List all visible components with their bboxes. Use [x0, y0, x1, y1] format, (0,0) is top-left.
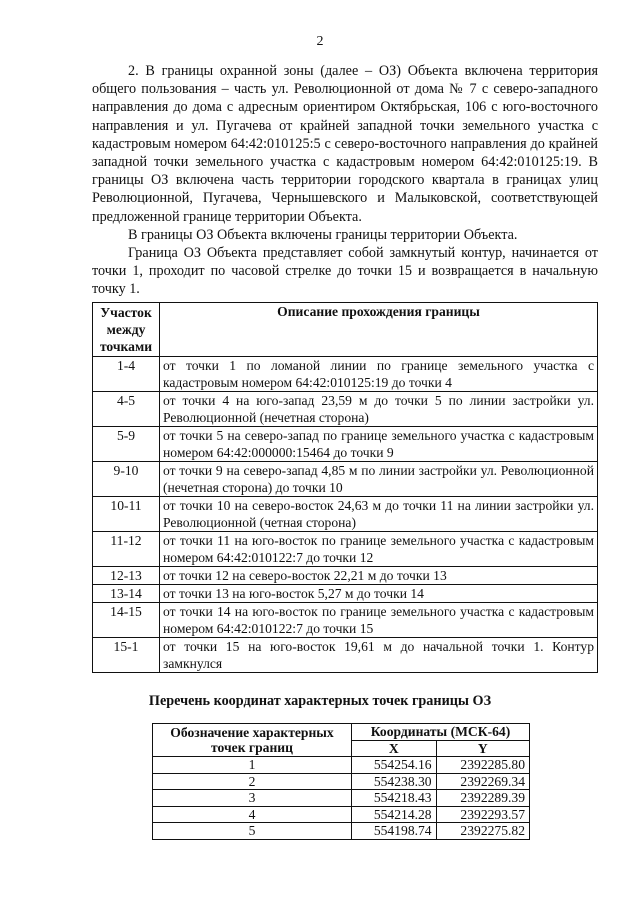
description-cell: от точки 1 по ломаной линии по границе земельного участка с кадастровым номером 64:42:010125:19 до точки 4 [160, 357, 598, 392]
table-header-row [153, 724, 530, 741]
table-row [153, 806, 530, 823]
point-cell: 4 [153, 806, 352, 823]
point-cell: 1 [153, 757, 352, 774]
coordinates-table [152, 723, 530, 840]
table-row [153, 823, 530, 840]
table-row [93, 392, 598, 427]
table-row [93, 497, 598, 532]
y-cell: 2392275.82 [436, 823, 529, 840]
x-cell: 554254.16 [352, 757, 437, 774]
description-cell: от точки 4 на юго-запад 23,59 м до точки 5 по линии застройки ул. Революционной (нечетная сторона) [160, 392, 598, 427]
table-row [93, 567, 598, 585]
description-cell: от точки 10 на северо-восток 24,63 м до точки 11 на линии застройки ул. Революционной (четная сторона) [160, 497, 598, 532]
table-row [153, 757, 530, 774]
table-header-row [93, 303, 598, 357]
y-cell: 2392289.39 [436, 790, 529, 807]
column-header-coordinates: Координаты (МСК-64) [352, 724, 530, 741]
segment-cell: 13-14 [93, 585, 160, 603]
table-row [93, 638, 598, 673]
table-row [93, 357, 598, 392]
y-cell: 2392285.80 [436, 757, 529, 774]
column-header-y: Y [436, 740, 529, 757]
y-cell: 2392269.34 [436, 773, 529, 790]
segment-cell: 1-4 [93, 357, 160, 392]
x-cell: 554218.43 [352, 790, 437, 807]
description-cell: от точки 14 на юго-восток по границе земельного участка с кадастровым номером 64:42:010122:7 до точки 15 [160, 603, 598, 638]
y-cell: 2392293.57 [436, 806, 529, 823]
paragraph-1: 2. В границы охранной зоны (далее – ОЗ) Объекта включена территория общего пользования – часть ул. Революционной от дома № 7 с северо-западного направления до дома с адресным ориентиром Октябрьская, 106 с юго-восточного направления и ул. Пугачева от крайней западной точки земельного участка с кадастровым номером 64:42:010125:5 с северо-восточного направления до крайней западной точки земельного участка с кадастровым номером 64:42:010125:19. В границы ОЗ включена часть территории городского квартала в границах улиц Революционной, Пугачева, Чернышевского и Малыковской, соответствующей предложенной границе территории Объекта. [92, 63, 598, 225]
table-row [93, 427, 598, 462]
x-cell: 554198.74 [352, 823, 437, 840]
segment-cell: 12-13 [93, 567, 160, 585]
description-cell: от точки 12 на северо-восток 22,21 м до точки 13 [160, 567, 598, 585]
point-cell: 3 [153, 790, 352, 807]
body-text [92, 62, 598, 299]
paragraph-3: Граница ОЗ Объекта представляет собой замкнутый контур, начинается от точки 1, проходит по часовой стрелке до точки 15 и возвращается в начальную точку 1. [92, 245, 598, 298]
segment-cell: 15-1 [93, 638, 160, 673]
table-row [93, 462, 598, 497]
description-cell: от точки 9 на северо-запад 4,85 м по линии застройки ул. Революционной (нечетная сторона) до точки 10 [160, 462, 598, 497]
segment-cell: 9-10 [93, 462, 160, 497]
page-number: 2 [316, 34, 324, 49]
segment-cell: 14-15 [93, 603, 160, 638]
segment-cell: 5-9 [93, 427, 160, 462]
boundary-description-table [92, 302, 598, 673]
column-header-segment: Участок между точками [93, 303, 160, 357]
table-row [93, 585, 598, 603]
point-cell: 2 [153, 773, 352, 790]
coordinates-title: Перечень координат характерных точек границы ОЗ [148, 693, 492, 709]
description-cell: от точки 13 на юго-восток 5,27 м до точки 14 [160, 585, 598, 603]
table-row [153, 773, 530, 790]
x-cell: 554238.30 [352, 773, 437, 790]
description-cell: от точки 11 на юго-восток по границе земельного участка с кадастровым номером 64:42:010122:7 до точки 12 [160, 532, 598, 567]
x-cell: 554214.28 [352, 806, 437, 823]
description-cell: от точки 5 на северо-запад по границе земельного участка с кадастровым номером 64:42:000000:15464 до точки 9 [160, 427, 598, 462]
paragraph-2: В границы ОЗ Объекта включены границы территории Объекта. [128, 226, 518, 243]
column-header-x: X [352, 740, 437, 757]
column-header-description: Описание прохождения границы [160, 303, 598, 357]
point-cell: 5 [153, 823, 352, 840]
segment-cell: 11-12 [93, 532, 160, 567]
table-row [93, 603, 598, 638]
table-row [153, 790, 530, 807]
segment-cell: 10-11 [93, 497, 160, 532]
segment-cell: 4-5 [93, 392, 160, 427]
table-row [93, 532, 598, 567]
description-cell: от точки 15 на юго-восток 19,61 м до начальной точки 1. Контур замкнулся [160, 638, 598, 673]
column-header-point: Обозначение характерных точек границ [153, 724, 352, 757]
